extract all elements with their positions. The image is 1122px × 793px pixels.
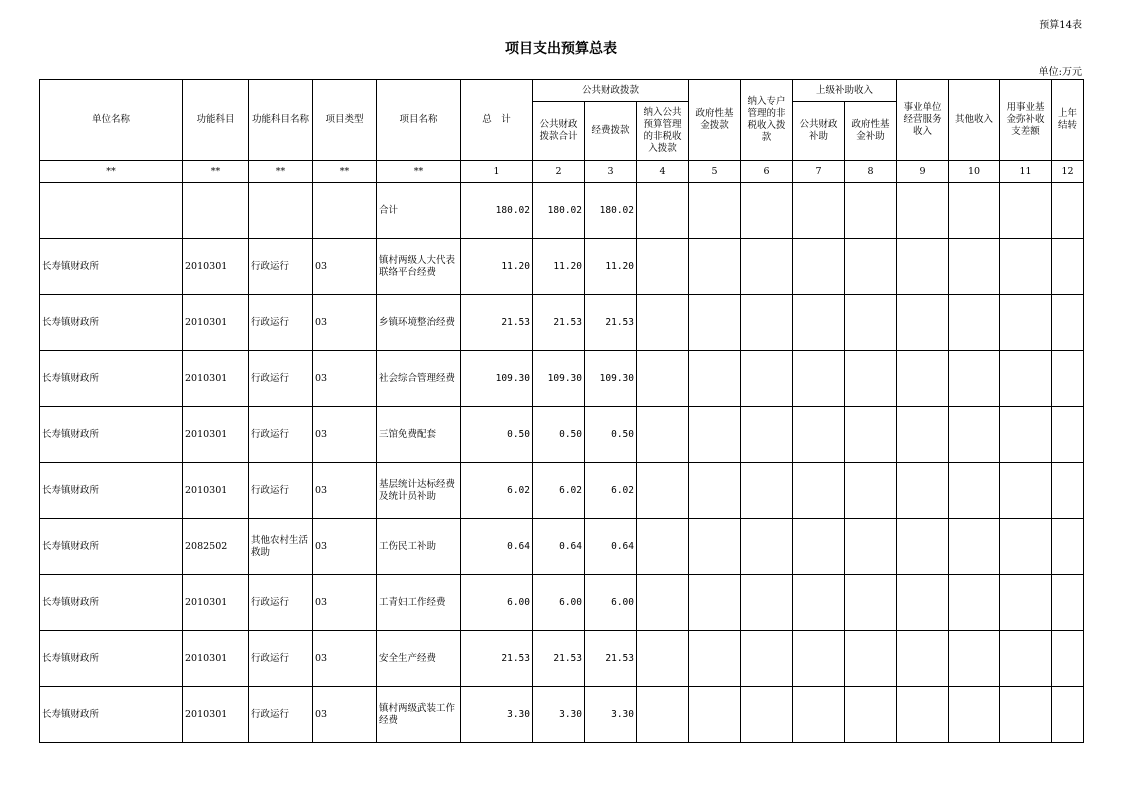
empty-cell: [949, 631, 1000, 687]
header-fund-balance: 用事业基金弥补收支差额: [1000, 80, 1052, 161]
empty-cell: [1052, 687, 1084, 743]
empty-cell: [793, 295, 845, 351]
empty-cell: [897, 463, 949, 519]
project-name-cell: 基层统计达标经费及统计员补助: [377, 463, 461, 519]
empty-cell: [1052, 463, 1084, 519]
header-pf-expense: 经费拨款: [585, 102, 637, 161]
empty-cell: [40, 183, 183, 239]
empty-cell: [793, 575, 845, 631]
empty-cell: [1052, 351, 1084, 407]
empty-cell: [741, 631, 793, 687]
empty-cell: [637, 351, 689, 407]
empty-cell: [897, 351, 949, 407]
index-cell: 9: [897, 161, 949, 183]
table-row: [40, 631, 1084, 687]
empty-cell: [793, 183, 845, 239]
empty-cell: [949, 575, 1000, 631]
empty-cell: [689, 463, 741, 519]
table-row: [40, 407, 1084, 463]
empty-cell: [949, 407, 1000, 463]
empty-cell: [741, 407, 793, 463]
header-sup-public: 公共财政补助: [793, 102, 845, 161]
project-type-cell: 03: [313, 407, 377, 463]
pf-expense-cell: 6.02: [585, 463, 637, 519]
empty-cell: [637, 295, 689, 351]
empty-cell: [1000, 407, 1052, 463]
empty-cell: [845, 351, 897, 407]
empty-cell: [897, 687, 949, 743]
index-cell: 2: [533, 161, 585, 183]
empty-cell: [741, 575, 793, 631]
empty-cell: [949, 239, 1000, 295]
empty-cell: [897, 407, 949, 463]
empty-cell: [689, 351, 741, 407]
func-code-cell: 2010301: [183, 407, 249, 463]
unit-name-cell: 长寿镇财政所: [40, 351, 183, 407]
pf-subtotal-cell: 21.53: [533, 295, 585, 351]
empty-cell: [845, 183, 897, 239]
empty-cell: [1000, 687, 1052, 743]
empty-cell: [793, 407, 845, 463]
empty-cell: [741, 295, 793, 351]
pf-expense-cell: 11.20: [585, 239, 637, 295]
project-name-cell: 镇村两级武装工作经费: [377, 687, 461, 743]
index-cell: 6: [741, 161, 793, 183]
empty-cell: [897, 295, 949, 351]
empty-cell: [689, 239, 741, 295]
pf-expense-cell: 0.50: [585, 407, 637, 463]
pf-expense-cell: 21.53: [585, 295, 637, 351]
project-type-cell: 03: [313, 575, 377, 631]
unit-name-cell: 长寿镇财政所: [40, 575, 183, 631]
empty-cell: [897, 183, 949, 239]
empty-cell: [689, 631, 741, 687]
project-name-cell: 工青妇工作经费: [377, 575, 461, 631]
header-public-finance: 公共财政拨款: [533, 80, 689, 102]
index-cell: **: [249, 161, 313, 183]
pf-subtotal-cell: 11.20: [533, 239, 585, 295]
pf-expense-cell: 0.64: [585, 519, 637, 575]
header-pf-nontax: 纳入公共预算管理的非税收入拨款: [637, 102, 689, 161]
func-code-cell: 2010301: [183, 687, 249, 743]
index-cell: 8: [845, 161, 897, 183]
total-cell: 0.64: [461, 519, 533, 575]
index-cell: 4: [637, 161, 689, 183]
empty-cell: [793, 631, 845, 687]
total-amount: 180.02: [461, 183, 533, 239]
table-row: [40, 687, 1084, 743]
header-superior-subsidy: 上级补助收入: [793, 80, 897, 102]
empty-cell: [1000, 295, 1052, 351]
total-cell: 6.02: [461, 463, 533, 519]
empty-cell: [897, 519, 949, 575]
total-cell: 3.30: [461, 687, 533, 743]
total-pf-expense: 180.02: [585, 183, 637, 239]
func-code-cell: 2010301: [183, 575, 249, 631]
project-type-cell: 03: [313, 519, 377, 575]
empty-cell: [845, 239, 897, 295]
empty-cell: [637, 407, 689, 463]
table-row: [40, 295, 1084, 351]
empty-cell: [689, 687, 741, 743]
unit-name-cell: 长寿镇财政所: [40, 295, 183, 351]
project-name-cell: 镇村两级人大代表联络平台经费: [377, 239, 461, 295]
func-name-cell: 行政运行: [249, 463, 313, 519]
empty-cell: [741, 351, 793, 407]
empty-cell: [689, 183, 741, 239]
func-name-cell: 行政运行: [249, 407, 313, 463]
empty-cell: [1052, 519, 1084, 575]
empty-cell: [741, 183, 793, 239]
unit-name-cell: 长寿镇财政所: [40, 463, 183, 519]
empty-cell: [1000, 575, 1052, 631]
empty-cell: [1000, 183, 1052, 239]
empty-cell: [845, 407, 897, 463]
header-project-name: 项目名称: [377, 80, 461, 161]
empty-cell: [741, 239, 793, 295]
pf-subtotal-cell: 109.30: [533, 351, 585, 407]
header-carryover: 上年结转: [1052, 80, 1084, 161]
func-code-cell: 2010301: [183, 239, 249, 295]
func-code-cell: 2010301: [183, 631, 249, 687]
empty-cell: [897, 631, 949, 687]
empty-cell: [637, 631, 689, 687]
pf-subtotal-cell: 0.64: [533, 519, 585, 575]
func-code-cell: 2082502: [183, 519, 249, 575]
pf-subtotal-cell: 3.30: [533, 687, 585, 743]
empty-cell: [793, 239, 845, 295]
empty-cell: [741, 519, 793, 575]
empty-cell: [183, 183, 249, 239]
func-name-cell: 行政运行: [249, 295, 313, 351]
pf-subtotal-cell: 6.00: [533, 575, 585, 631]
empty-cell: [845, 519, 897, 575]
budget-table: [39, 79, 1084, 743]
unit-name-cell: 长寿镇财政所: [40, 407, 183, 463]
empty-cell: [1000, 519, 1052, 575]
header-project-type: 项目类型: [313, 80, 377, 161]
index-cell: 12: [1052, 161, 1084, 183]
empty-cell: [949, 295, 1000, 351]
total-cell: 0.50: [461, 407, 533, 463]
total-row: [40, 183, 1084, 239]
pf-subtotal-cell: 6.02: [533, 463, 585, 519]
empty-cell: [949, 183, 1000, 239]
pf-expense-cell: 6.00: [585, 575, 637, 631]
project-type-cell: 03: [313, 631, 377, 687]
project-type-cell: 03: [313, 463, 377, 519]
header-sup-gov-fund: 政府性基金补助: [845, 102, 897, 161]
index-row: [40, 161, 1084, 183]
project-name-cell: 社会综合管理经费: [377, 351, 461, 407]
empty-cell: [897, 575, 949, 631]
empty-cell: [1052, 575, 1084, 631]
empty-cell: [845, 687, 897, 743]
index-cell: 3: [585, 161, 637, 183]
total-cell: 6.00: [461, 575, 533, 631]
empty-cell: [1052, 407, 1084, 463]
empty-cell: [793, 687, 845, 743]
unit-name-cell: 长寿镇财政所: [40, 239, 183, 295]
empty-cell: [637, 519, 689, 575]
empty-cell: [637, 183, 689, 239]
table-row: [40, 463, 1084, 519]
form-number: 预算14表: [1039, 20, 1082, 31]
header-unit-name: 单位名称: [40, 80, 183, 161]
pf-expense-cell: 3.30: [585, 687, 637, 743]
empty-cell: [949, 687, 1000, 743]
empty-cell: [1052, 183, 1084, 239]
empty-cell: [637, 687, 689, 743]
func-code-cell: 2010301: [183, 463, 249, 519]
table-row: [40, 351, 1084, 407]
empty-cell: [1000, 631, 1052, 687]
project-type-cell: 03: [313, 351, 377, 407]
pf-subtotal-cell: 0.50: [533, 407, 585, 463]
empty-cell: [949, 351, 1000, 407]
index-cell: **: [183, 161, 249, 183]
table-row: [40, 519, 1084, 575]
empty-cell: [845, 575, 897, 631]
func-code-cell: 2010301: [183, 351, 249, 407]
unit-label: 单位:万元: [1038, 67, 1082, 78]
index-cell: 7: [793, 161, 845, 183]
table-row: [40, 575, 1084, 631]
project-type-cell: 03: [313, 687, 377, 743]
empty-cell: [313, 183, 377, 239]
func-name-cell: 行政运行: [249, 575, 313, 631]
unit-name-cell: 长寿镇财政所: [40, 631, 183, 687]
total-label: 合计: [377, 183, 461, 239]
project-type-cell: 03: [313, 239, 377, 295]
empty-cell: [741, 463, 793, 519]
page-title: 项目支出预算总表: [505, 41, 617, 57]
empty-cell: [1000, 351, 1052, 407]
empty-cell: [637, 463, 689, 519]
empty-cell: [793, 463, 845, 519]
pf-expense-cell: 109.30: [585, 351, 637, 407]
unit-name-cell: 长寿镇财政所: [40, 687, 183, 743]
empty-cell: [741, 687, 793, 743]
empty-cell: [689, 575, 741, 631]
empty-cell: [949, 519, 1000, 575]
index-cell: 5: [689, 161, 741, 183]
index-cell: **: [40, 161, 183, 183]
empty-cell: [1052, 295, 1084, 351]
func-name-cell: 行政运行: [249, 239, 313, 295]
header-special-nontax: 纳入专户管理的非税收入拨款: [741, 80, 793, 161]
total-pf-subtotal: 180.02: [533, 183, 585, 239]
header-total: 总 计: [461, 80, 533, 161]
empty-cell: [897, 239, 949, 295]
empty-cell: [1000, 463, 1052, 519]
func-code-cell: 2010301: [183, 295, 249, 351]
index-cell: 10: [949, 161, 1000, 183]
pf-expense-cell: 21.53: [585, 631, 637, 687]
empty-cell: [793, 351, 845, 407]
header-pf-subtotal: 公共财政拨款合计: [533, 102, 585, 161]
project-name-cell: 安全生产经费: [377, 631, 461, 687]
project-name-cell: 三馆免费配套: [377, 407, 461, 463]
empty-cell: [249, 183, 313, 239]
empty-cell: [637, 575, 689, 631]
empty-cell: [793, 519, 845, 575]
header-gov-fund: 政府性基金拨款: [689, 80, 741, 161]
index-cell: **: [313, 161, 377, 183]
index-cell: 1: [461, 161, 533, 183]
empty-cell: [689, 519, 741, 575]
header-business-income: 事业单位经营服务收入: [897, 80, 949, 161]
func-name-cell: 其他农村生活救助: [249, 519, 313, 575]
empty-cell: [845, 631, 897, 687]
project-type-cell: 03: [313, 295, 377, 351]
header-func-name: 功能科目名称: [249, 80, 313, 161]
empty-cell: [637, 239, 689, 295]
total-cell: 21.53: [461, 631, 533, 687]
header-func-code: 功能科目: [183, 80, 249, 161]
func-name-cell: 行政运行: [249, 687, 313, 743]
total-cell: 21.53: [461, 295, 533, 351]
func-name-cell: 行政运行: [249, 631, 313, 687]
empty-cell: [1000, 239, 1052, 295]
empty-cell: [1052, 239, 1084, 295]
empty-cell: [845, 295, 897, 351]
empty-cell: [1052, 631, 1084, 687]
table-row: [40, 239, 1084, 295]
project-name-cell: 工伤民工补助: [377, 519, 461, 575]
empty-cell: [949, 463, 1000, 519]
unit-name-cell: 长寿镇财政所: [40, 519, 183, 575]
total-cell: 11.20: [461, 239, 533, 295]
func-name-cell: 行政运行: [249, 351, 313, 407]
empty-cell: [845, 463, 897, 519]
index-cell: **: [377, 161, 461, 183]
total-cell: 109.30: [461, 351, 533, 407]
header-other-income: 其他收入: [949, 80, 1000, 161]
empty-cell: [689, 295, 741, 351]
pf-subtotal-cell: 21.53: [533, 631, 585, 687]
index-cell: 11: [1000, 161, 1052, 183]
project-name-cell: 乡镇环境整治经费: [377, 295, 461, 351]
empty-cell: [689, 407, 741, 463]
